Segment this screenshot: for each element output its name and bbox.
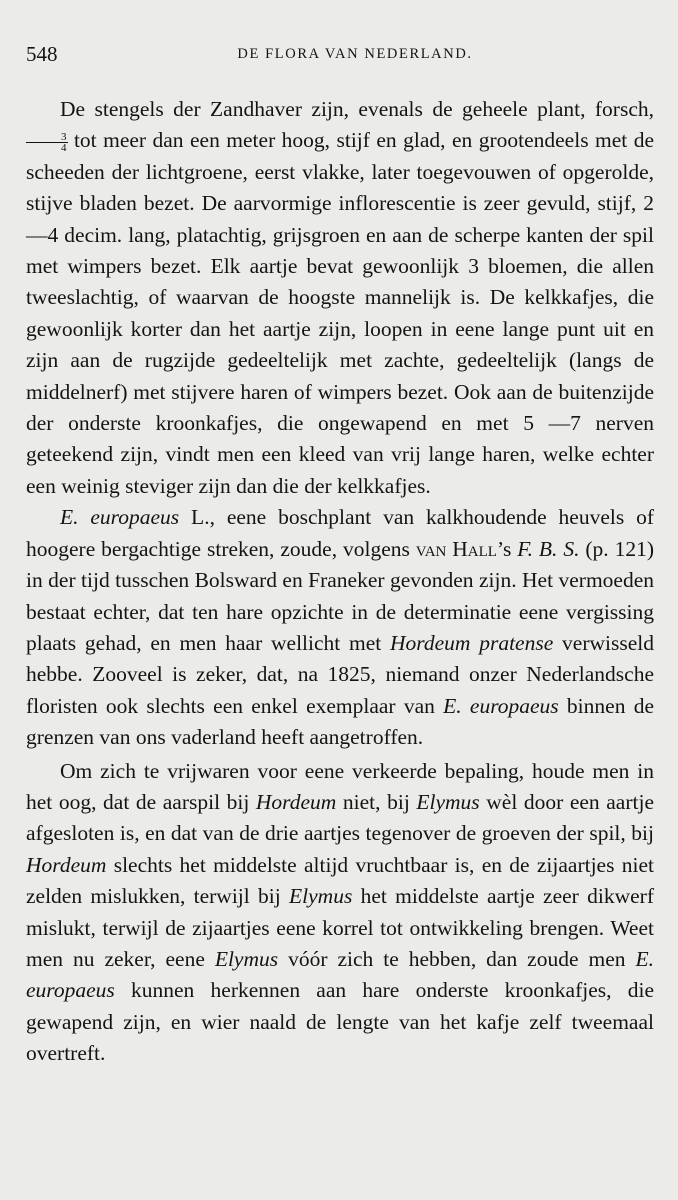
work-title: F. B. S. [517,536,580,561]
text-run: Om zich te vrijwaren voor eene verkeerde bepaling, houde men in het oog, dat de aarspil bij [26,758,654,814]
genus-name: Hordeum [255,789,337,814]
running-title: DE FLORA VAN NEDERLAND. [237,46,473,62]
genus-name: Elymus [416,789,480,814]
species-name: E. europaeus [60,505,180,530]
fraction-denominator: 4 [61,142,67,155]
author-name: van Hall [415,536,497,561]
text-run: verwisseld hebbe. Zooveel is zeker, dat, na 1825, niemand onzer Nederlandsche floristen ook slechts een enkel exemplaar van [26,630,654,718]
fraction-numerator: 3 [26,132,68,143]
text-run: slechts het middelste altijd vruchtbaar is, en de zijaartjes niet zelden mislukken, terwijl bij [26,852,654,909]
genus-name: Elymus [289,884,353,909]
text-run: niet, bij [336,789,417,814]
text-run: (p. 121) in der tijd tusschen Bolsward en Franeker gevonden zijn. Het vermoeden bestaat echter, dat ten hare opzichte in de determinatie eene vergissing plaats gehad, en men haar wellicht met [26,536,654,655]
paragraph-zandhaver-description [26,94,654,502]
running-head [26,42,654,72]
species-name: E. europaeus [26,946,654,1003]
text-run: L., eene boschplant van kalkhoudende heuvels of hoogere bergachtige streken, zoude, volgens [26,505,655,561]
text-run: De stengels der Zandhaver zijn, evenals de geheele plant, forsch, [60,97,654,121]
text-run: binnen de grenzen van ons vaderland heeft aangetroffen. [26,693,654,750]
text-run: ’s [496,536,518,561]
text-body [26,94,654,1070]
page-number: 548 [26,42,58,66]
genus-name: Hordeum [26,852,107,877]
text-run: tot meer dan een meter hoog, stijf en glad, en grootendeels met de scheeden der lichtgroene, eerst vlakke, later toegevouwen of opgerolde, stijve bladen bezet. De aarvormige inflorescentie is zeer gevuld, stijf, 2—4 decim. lang, platachtig, grijsgroen en aan de scherpe kanten der spil met wimpers bezet. Elk aartje bevat gewoonlijk 3 bloemen, die allen tweeslachtig, of waarvan de hoogste mannelijk is. De kelkkafjes, die gewoonlijk korter dan het aartje zijn, loopen in eene lange punt uit en zijn aan de rugzijde gedeeltelijk met zachte, gedeeltelijk (langs de middelnerf) met stijvere haren of wimpers bezet. Ook aan de buitenzijde der onderste kroonkafjes, die ongewapend en met 5 —7 nerven geteekend zijn, vindt men een kleed van vrij lange haren, welke echter een weinig steviger zijn dan die der kelkkafjes. [26,128,654,498]
text-run: het middelste aartje zeer dikwerf mislukt, terwijl de zijaartjes eene korrel tot ontwikkeling brengen. Weet men nu zeker, eene [26,884,654,971]
paragraph-identification [26,756,654,1070]
species-name: E. europaeus [443,693,559,718]
text-run: wèl door een aartje afgesloten is, en dat van de drie aartjes tegenover de groeven der spil, bij [26,789,654,846]
paragraph-europaeus [26,502,654,753]
text-run: kunnen herkennen aan hare onderste kroonkafjes, die gewapend zijn, en wier naald de lengte van het kafje zelf tweemaal overtreft. [26,978,654,1066]
text-run: vóór zich te hebben, dan zoude men [278,946,636,971]
species-name: Hordeum pratense [390,630,554,655]
fraction [26,132,68,153]
genus-name: Elymus [214,946,279,971]
